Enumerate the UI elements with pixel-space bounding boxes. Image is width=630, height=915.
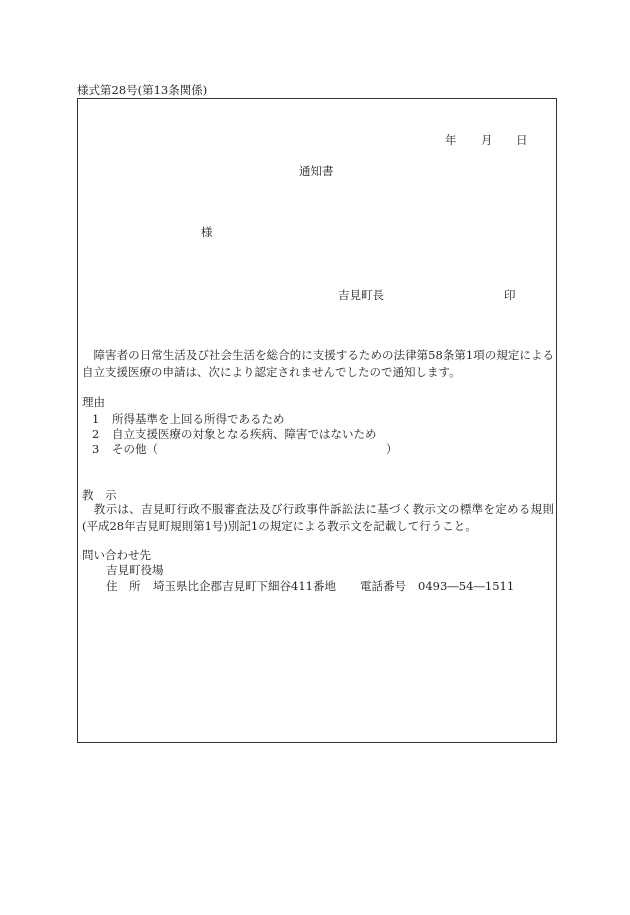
reason-text-3: その他（ — [112, 442, 158, 456]
instruction-text: 教示は、吉見町行政不服審査法及び行政事件訴訟法に基づく教示文の標準を定める規則(平成28年吉見町規則第1号)別記1の規定による教示文を記載して行うこと。 — [82, 502, 554, 533]
reason-number-1: 1 — [92, 412, 100, 426]
contact-phone-label: 電話番号 — [360, 579, 406, 593]
contact-address-label: 住 所 — [106, 579, 141, 593]
addressee-suffix: 様 — [201, 225, 213, 239]
reason-number-2: 2 — [92, 427, 100, 441]
date-year: 年 — [445, 133, 457, 147]
instruction-heading: 教 示 — [82, 488, 117, 502]
reason-close-paren: ） — [386, 442, 398, 456]
date-month: 月 — [481, 133, 493, 147]
reasons-heading: 理由 — [82, 395, 105, 409]
reason-text-1: 所得基準を上回る所得であるため — [112, 412, 285, 426]
contact-office: 吉見町役場 — [106, 563, 164, 577]
date-day: 日 — [516, 133, 528, 147]
notice-body: 障害者の日常生活及び社会生活を総合的に支援するための法律第58条第1項の規定による自立支援医療の申請は、次により認定されませんでしたので通知します。 — [82, 348, 554, 379]
reason-text-2: 自立支援医療の対象となる疾病、障害ではないため — [112, 427, 377, 441]
document-title: 通知書 — [299, 164, 334, 178]
contact-phone: 0493―54―1511 — [418, 579, 515, 593]
reason-number-3: 3 — [92, 442, 100, 456]
form-label: 様式第28号(第13条関係) — [77, 83, 208, 97]
seal-mark: 印 — [504, 288, 516, 302]
contact-heading: 問い合わせ先 — [82, 548, 151, 562]
contact-address: 埼玉県比企郡吉見町下細谷411番地 — [153, 579, 336, 593]
sender-name: 吉見町長 — [338, 288, 384, 302]
